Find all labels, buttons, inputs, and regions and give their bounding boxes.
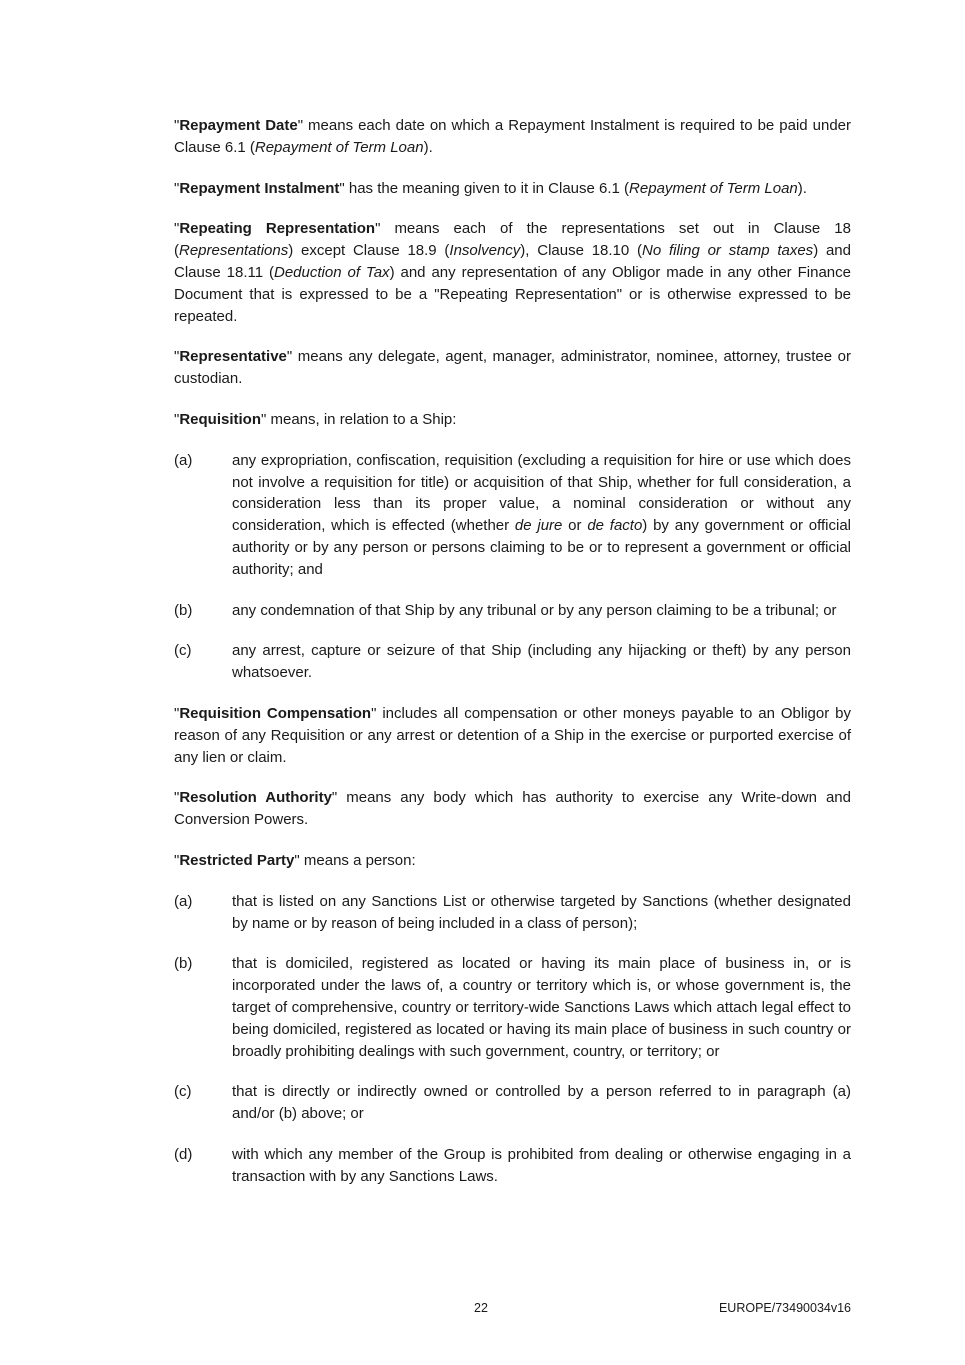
definition-resolution-authority: "Resolution Authority" means any body which has authority to exercise any Write-down and Conversion Powers. bbox=[174, 789, 851, 829]
list-item-label: (a) bbox=[174, 451, 193, 469]
list-item bbox=[174, 640, 851, 684]
page-number: 22 bbox=[474, 1301, 488, 1315]
definition-repayment-instalment: "Repayment Instalment" has the meaning given to it in Clause 6.1 (Repayment of Term Loan). bbox=[174, 179, 807, 197]
list-item bbox=[174, 953, 851, 1062]
term-resolution-authority: Resolution Authority bbox=[179, 789, 332, 807]
list-item-label: (d) bbox=[174, 1145, 193, 1163]
list-item bbox=[174, 450, 851, 581]
restricted-party-list bbox=[174, 891, 851, 1188]
definition-repeating-representation: "Repeating Representation" means each of the representations set out in Clause 18 (Representations) except Clause 18.9 (Insolvency), Clause 18.10 (No filing or stamp taxes) and Clause 18.11 (Deduction of Tax) and any representation of any Obligor made in any other Finance Document that is expressed to be a "Repeating Representation" or is otherwise expressed to be repeated. bbox=[174, 220, 851, 325]
requisition-list bbox=[174, 450, 851, 684]
list-item bbox=[174, 891, 851, 935]
list-item-label: (c) bbox=[174, 1083, 192, 1101]
definition-requisition: "Requisition" means, in relation to a Ship: bbox=[174, 410, 457, 428]
definition-requisition-compensation: "Requisition Compensation" includes all compensation or other moneys payable to an Obligor by reason of any Requisition or any arrest or detention of a Ship in the exercise or purported exercise of any lien or claim. bbox=[174, 704, 851, 766]
list-item-label: (b) bbox=[174, 601, 193, 619]
list-item-label: (b) bbox=[174, 955, 193, 973]
term-repeating-representation: Repeating Representation bbox=[179, 220, 376, 238]
term-representative: Representative bbox=[179, 348, 287, 366]
list-item-text: that is domiciled, registered as located or having its main place of business in, or is incorporated under the laws of, a country or territory which is, or whose government is, the target of comprehensive, country or territory-wide Sanctions Laws which attach legal effect to being domiciled, registered as located or having its main place of business in such country or broadly prohibiting dealings with such government, country, or territory; or bbox=[232, 955, 851, 1060]
list-item-label: (a) bbox=[174, 892, 193, 910]
list-item-label: (c) bbox=[174, 642, 192, 660]
definition-restricted-party: "Restricted Party" means a person: bbox=[174, 851, 416, 869]
document-page bbox=[174, 115, 851, 1206]
list-item-text: any arrest, capture or seizure of that Ship (including any hijacking or theft) by any person whatsoever. bbox=[232, 642, 851, 682]
list-item bbox=[174, 1081, 851, 1125]
definition-representative: "Representative" means any delegate, agent, manager, administrator, nominee, attorney, trustee or custodian. bbox=[174, 348, 851, 388]
list-item-text: any condemnation of that Ship by any tribunal or by any person claiming to be a tribunal; or bbox=[232, 601, 837, 619]
term-restricted-party: Restricted Party bbox=[179, 851, 295, 869]
definition-repayment-date: "Repayment Date" means each date on which a Repayment Instalment is required to be paid under Clause 6.1 (Repayment of Term Loan). bbox=[174, 117, 851, 156]
document-reference: EUROPE/73490034v16 bbox=[718, 1301, 851, 1315]
list-item-text: that is listed on any Sanctions List or otherwise targeted by Sanctions (whether designated by name or by reason of being included in a class of person); bbox=[232, 892, 851, 932]
term-repayment-instalment: Repayment Instalment bbox=[179, 179, 340, 197]
list-item-text: that is directly or indirectly owned or controlled by a person referred to in paragraph (a) and/or (b) above; or bbox=[232, 1083, 851, 1123]
term-requisition: Requisition bbox=[179, 410, 261, 428]
list-item-text: with which any member of the Group is prohibited from dealing or otherwise engaging in a transaction with by any Sanctions Laws. bbox=[232, 1145, 851, 1185]
list-item-text: any expropriation, confiscation, requisition (excluding a requisition for hire or use which does not involve a requisition for title) or acquisition of that Ship, whether for full consideration, a consideration less than its proper value, a nominal consideration or without any consideration, which is effected (whether de jure or de facto) by any government or official authority or by any person or persons claiming to be or to represent a government or official authority; and bbox=[232, 451, 851, 578]
term-repayment-date: Repayment Date bbox=[179, 117, 298, 134]
list-item bbox=[174, 600, 851, 622]
term-requisition-compensation: Requisition Compensation bbox=[179, 704, 372, 722]
list-item bbox=[174, 1144, 851, 1188]
